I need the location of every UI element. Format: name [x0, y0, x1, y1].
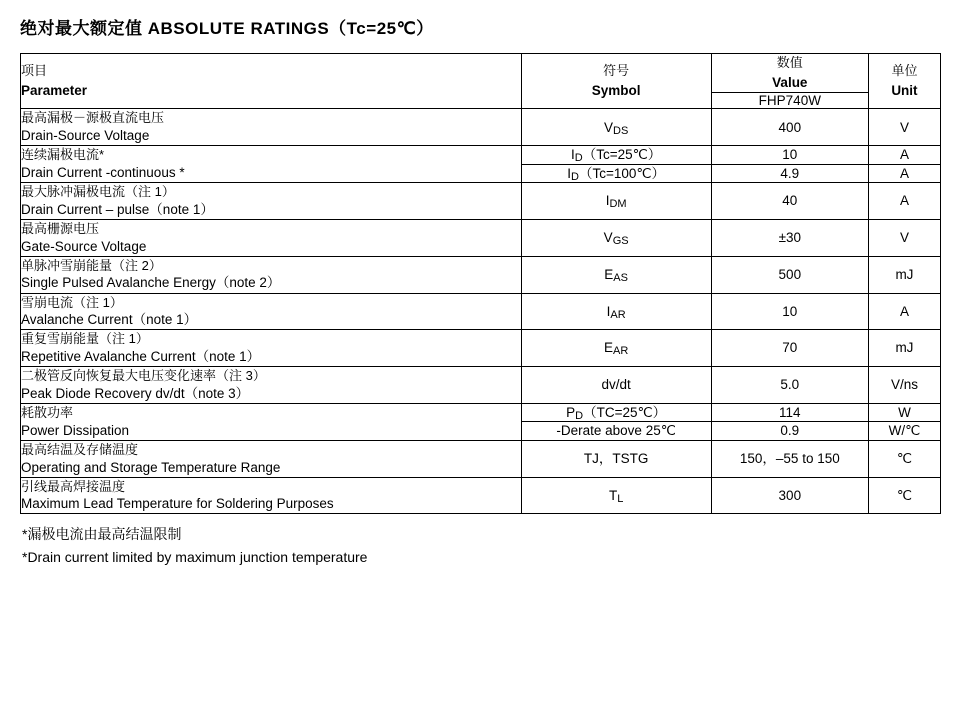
row-parameter	[21, 440, 522, 477]
table-row	[21, 183, 941, 220]
footnotes	[22, 523, 957, 568]
row-symbol: ID（Tc=25℃）	[521, 146, 711, 165]
row-symbol: -Derate above 25℃	[521, 422, 711, 441]
absolute-ratings-table	[20, 53, 941, 514]
row-unit: A	[868, 164, 940, 183]
row-parameter-en: Operating and Storage Temperature Range	[21, 459, 281, 475]
row-value: 70	[711, 330, 868, 367]
row-value: 500	[711, 256, 868, 293]
row-unit: V/ns	[868, 367, 940, 404]
row-parameter-cn: 雪崩电流（注 1）	[21, 294, 123, 310]
table-row	[21, 293, 941, 330]
row-symbol: EAR	[521, 330, 711, 367]
row-value: 400	[711, 109, 868, 146]
header-symbol-en: Symbol	[591, 82, 641, 98]
row-parameter	[21, 330, 522, 367]
row-symbol: PD（TC=25℃）	[521, 403, 711, 422]
row-symbol: VDS	[521, 109, 711, 146]
row-parameter-en: Gate-Source Voltage	[21, 238, 147, 254]
header-symbol	[521, 54, 711, 109]
header-symbol-cn: 符号	[603, 63, 630, 78]
row-parameter-en: Drain Current – pulse（note 1）	[21, 201, 214, 217]
row-parameter	[21, 477, 522, 514]
header-unit-en: Unit	[891, 82, 918, 98]
row-value: 4.9	[711, 164, 868, 183]
row-parameter-cn: 耗散功率	[21, 405, 74, 421]
header-parameter-cn: 项目	[21, 63, 48, 78]
row-unit: mJ	[868, 256, 940, 293]
row-symbol: dv/dt	[521, 367, 711, 404]
row-symbol: VGS	[521, 220, 711, 257]
row-value: 10	[711, 293, 868, 330]
row-symbol: EAS	[521, 256, 711, 293]
header-value-en: Value	[772, 74, 808, 90]
row-parameter-cn: 最高结温及存储温度	[21, 441, 139, 457]
row-unit: W/℃	[868, 422, 940, 441]
row-parameter-cn: 最高栅源电压	[21, 221, 100, 237]
table-row	[21, 330, 941, 367]
row-parameter	[21, 146, 522, 183]
row-value: ±30	[711, 220, 868, 257]
row-value: 40	[711, 183, 868, 220]
row-parameter-en: Drain-Source Voltage	[21, 127, 150, 143]
row-parameter-cn: 引线最高焊接温度	[21, 478, 126, 494]
row-parameter	[21, 109, 522, 146]
row-symbol: TL	[521, 477, 711, 514]
header-parameter	[21, 54, 522, 109]
row-value: 300	[711, 477, 868, 514]
table-row	[21, 256, 941, 293]
row-symbol: IAR	[521, 293, 711, 330]
page-title: 绝对最大额定值 ABSOLUTE RATINGS（Tc=25℃）	[20, 19, 434, 38]
row-parameter-en: Avalanche Current（note 1）	[21, 312, 198, 328]
footnote-cn: *漏极电流由最高结温限制	[22, 526, 182, 543]
row-parameter	[21, 256, 522, 293]
row-parameter-en: Repetitive Avalanche Current（note 1）	[21, 348, 261, 364]
header-unit-cn: 单位	[891, 63, 918, 78]
row-parameter-cn: 连续漏极电流*	[21, 147, 105, 163]
row-parameter-cn: 单脉冲雪崩能量（注 2）	[21, 257, 162, 273]
row-parameter-en: Power Dissipation	[21, 422, 130, 438]
row-unit: V	[868, 220, 940, 257]
row-unit: ℃	[868, 440, 940, 477]
row-symbol: ID（Tc=100℃）	[521, 164, 711, 183]
row-parameter-en: Peak Diode Recovery dv/dt（note 3）	[21, 385, 250, 401]
row-unit: V	[868, 109, 940, 146]
header-part-number: FHP740W	[711, 93, 868, 109]
row-parameter-cn: 重复雪崩能量（注 1）	[21, 331, 149, 347]
row-symbol: IDM	[521, 183, 711, 220]
row-parameter-en: Maximum Lead Temperature for Soldering Purposes	[21, 496, 334, 512]
row-parameter-cn: 二极管反向恢复最大电压变化速率（注 3）	[21, 368, 266, 384]
row-unit: A	[868, 146, 940, 165]
row-unit: ℃	[868, 477, 940, 514]
row-parameter	[21, 183, 522, 220]
table-row	[21, 440, 941, 477]
table-row	[21, 367, 941, 404]
row-value: 114	[711, 403, 868, 422]
row-parameter-cn: 最高漏极－源极直流电压	[21, 110, 165, 126]
row-unit: A	[868, 183, 940, 220]
row-parameter	[21, 403, 522, 440]
row-parameter	[21, 293, 522, 330]
row-unit: A	[868, 293, 940, 330]
row-value: 5.0	[711, 367, 868, 404]
row-parameter	[21, 220, 522, 257]
row-unit: W	[868, 403, 940, 422]
header-value-cn: 数值	[776, 55, 803, 70]
row-symbol: TJ，TSTG	[521, 440, 711, 477]
row-unit: mJ	[868, 330, 940, 367]
row-parameter	[21, 367, 522, 404]
table-row	[21, 109, 941, 146]
header-value	[711, 54, 868, 93]
table-row	[21, 220, 941, 257]
row-value: 10	[711, 146, 868, 165]
header-parameter-en: Parameter	[21, 82, 88, 98]
row-parameter-cn: 最大脉冲漏极电流（注 1）	[21, 184, 175, 200]
row-value: 150，–55 to 150	[711, 440, 868, 477]
table-row	[21, 146, 941, 165]
row-parameter-en: Single Pulsed Avalanche Energy（note 2）	[21, 275, 281, 291]
row-value: 0.9	[711, 422, 868, 441]
table-row	[21, 403, 941, 422]
footnote-en: *Drain current limited by maximum junction temperature	[22, 548, 368, 565]
table-header-row	[21, 54, 941, 93]
header-unit	[868, 54, 940, 109]
row-parameter-en: Drain Current -continuous *	[21, 164, 185, 180]
table-row	[21, 477, 941, 514]
